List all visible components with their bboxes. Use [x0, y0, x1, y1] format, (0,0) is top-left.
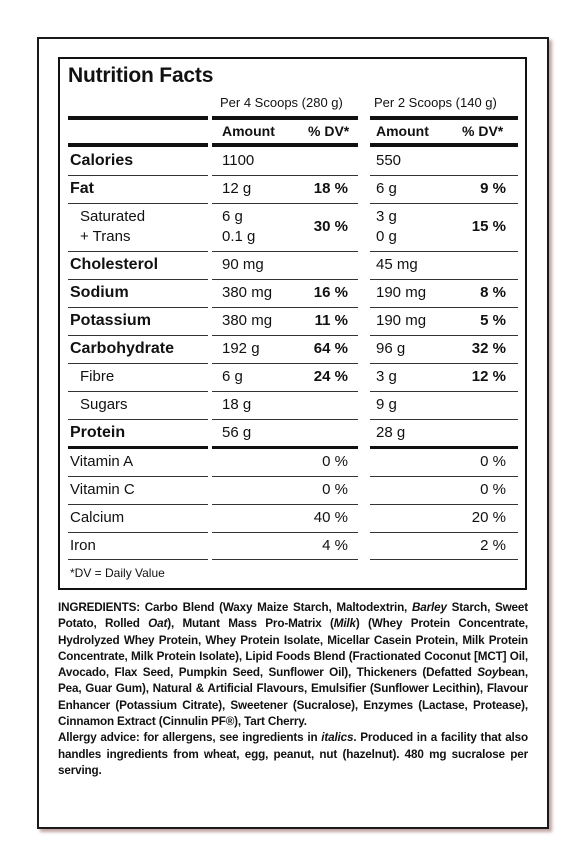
- dv-a: 11 %: [314, 312, 348, 329]
- italic-allergen: Barley: [411, 601, 447, 614]
- vitamin-dv-a: 0 %: [322, 453, 348, 470]
- amount-a: 6 g: [222, 368, 243, 385]
- ingredients-block: [58, 600, 528, 779]
- col-amount-a: Amount: [222, 123, 275, 139]
- dv-b: 15 %: [471, 218, 506, 235]
- amount-b: 96 g: [376, 340, 406, 357]
- ingredient-text: Starch, Sweet Potato, Rolled: [58, 601, 528, 631]
- amount-b-line2: 0 g: [376, 228, 397, 245]
- serving-a-header: Per 4 Scoops (280 g): [220, 95, 343, 110]
- vitamin-dv-b: 0 %: [480, 453, 506, 470]
- nutrient-label: Sugars: [80, 396, 128, 413]
- dv-a: 16 %: [313, 284, 348, 301]
- table-row: [60, 147, 525, 175]
- dv-b: 12 %: [471, 368, 506, 385]
- vitamin-label: Vitamin A: [70, 453, 134, 470]
- thick-rule: [370, 116, 518, 120]
- amount-a: 56 g: [222, 424, 252, 441]
- amount-b: 9 g: [376, 396, 397, 413]
- vitamin-row: [60, 504, 525, 532]
- table-row: [60, 175, 525, 203]
- vitamin-label: Iron: [70, 537, 96, 554]
- ingredient-text: . Produced in a facility that also handles ingredients from wheat, egg, peanut, nut (hazelnut). 480 mg sucralose per serving.: [58, 731, 528, 777]
- vitamin-dv-b: 20 %: [471, 509, 506, 526]
- vitamin-dv-a: 40 %: [313, 509, 348, 526]
- italic-allergen: Soy: [477, 666, 499, 680]
- table-row: [60, 363, 525, 391]
- vitamin-dv-b: 0 %: [480, 481, 506, 498]
- nutrient-label: Protein: [70, 424, 126, 441]
- dv-b: 32 %: [471, 340, 506, 357]
- nutrient-label-line2: + Trans: [80, 228, 131, 245]
- thick-rule: [212, 116, 358, 120]
- amount-a: 90 mg: [222, 256, 264, 273]
- col-dv-b: % DV*: [462, 123, 504, 139]
- amount-b: 190 mg: [376, 312, 427, 329]
- italic-allergen: Milk: [333, 617, 356, 631]
- vitamin-row: [60, 448, 525, 476]
- dv-b: 5 %: [480, 312, 506, 329]
- table-row: [60, 335, 525, 363]
- amount-a-line2: 0.1 g: [222, 228, 256, 245]
- amount-b: 3 g: [376, 208, 397, 225]
- table-row: [60, 307, 525, 335]
- italic-allergen: Oat: [148, 617, 168, 631]
- italic-allergen: italics: [321, 731, 354, 745]
- vitamin-dv-a: 0 %: [322, 481, 348, 498]
- col-dv-a: % DV*: [308, 123, 350, 139]
- table-row: [60, 419, 525, 447]
- nutrient-label: Carbohydrate: [70, 340, 175, 357]
- vitamin-label: Vitamin C: [70, 481, 135, 498]
- ingredient-text: Allergy advice: for allergens, see ingredients in: [58, 731, 322, 745]
- nutrient-label: Cholesterol: [70, 256, 159, 273]
- row-divider: [68, 559, 208, 560]
- dv-b: 9 %: [480, 180, 506, 197]
- row-divider: [212, 559, 358, 560]
- panel-title: Nutrition Facts: [68, 64, 214, 87]
- dv-footnote: *DV = Daily Value: [70, 566, 165, 580]
- amount-a: 6 g: [222, 208, 243, 225]
- nutrient-label: Sodium: [70, 284, 129, 301]
- amount-a: 380 mg: [222, 284, 273, 301]
- thick-rule: [68, 116, 208, 120]
- dv-a: 30 %: [313, 218, 348, 235]
- dv-a: 18 %: [313, 180, 348, 197]
- amount-b: 3 g: [376, 368, 397, 385]
- ingredient-text: bean, Pea, Guar Gum), Natural & Artificial Flavours, Emulsifier (Sunflower Lecithin), Flavour Enhancer (Potassium Citrate), Sweetener (Sucralose), Enzymes (Lactase, Protease), Cinnamon Extract (Cinnulin PF®), Tart Cherry.: [58, 666, 528, 729]
- nutrient-label: Calories: [70, 152, 134, 169]
- amount-a: 1100: [222, 152, 255, 169]
- ingredient-text: INGREDIENTS: Carbo Blend (Waxy Maize Starch, Maltodextrin,: [58, 601, 412, 614]
- col-amount-b: Amount: [376, 123, 429, 139]
- ingredients-text: [58, 600, 528, 730]
- amount-b: 6 g: [376, 180, 397, 197]
- vitamin-row: [60, 476, 525, 504]
- vitamin-dv-a: 4 %: [322, 537, 348, 554]
- nutrition-facts-panel: [58, 57, 527, 590]
- nutrient-label: Fibre: [80, 368, 115, 385]
- serving-b-header: Per 2 Scoops (140 g): [374, 95, 497, 110]
- row-divider: [370, 559, 518, 560]
- amount-b: 45 mg: [376, 256, 418, 273]
- column-gap: [210, 116, 211, 559]
- table-row: [60, 251, 525, 279]
- ingredient-text: ), Mutant Mass Pro-Matrix (: [167, 617, 334, 631]
- nutrient-label: Potassium: [70, 312, 151, 329]
- amount-a: 18 g: [222, 396, 252, 413]
- vitamin-dv-b: 2 %: [480, 537, 506, 554]
- dv-a: 64 %: [313, 340, 348, 357]
- nutrient-label: Saturated: [80, 208, 146, 225]
- amount-a: 12 g: [222, 180, 252, 197]
- vitamin-row: [60, 532, 525, 559]
- amount-b: 190 mg: [376, 284, 427, 301]
- amount-a: 380 mg: [222, 312, 273, 329]
- amount-a: 192 g: [222, 340, 260, 357]
- table-row: [60, 203, 525, 251]
- amount-b: 550: [376, 152, 402, 169]
- nutrient-label: Fat: [70, 180, 94, 197]
- table-row: [60, 279, 525, 307]
- table-row: [60, 391, 525, 419]
- amount-b: 28 g: [376, 424, 406, 441]
- dv-b: 8 %: [480, 284, 506, 301]
- dv-a: 24 %: [313, 368, 348, 385]
- ingredient-text: ) (Whey Protein Concentrate, Hydrolyzed Whey Protein, Whey Protein Isolate, Micellar Casein Protein, Milk Protein Concentrate, Milk Protein Isolate), Lipid Foods Blend (Fractionated Coconut [MCT] Oil, Avocado, Flax Seed, Pumpkin Seed, Sunflower Oil), Thickeners (Defatted: [58, 617, 528, 680]
- vitamin-label: Calcium: [70, 509, 125, 526]
- allergy-advice: [58, 730, 528, 779]
